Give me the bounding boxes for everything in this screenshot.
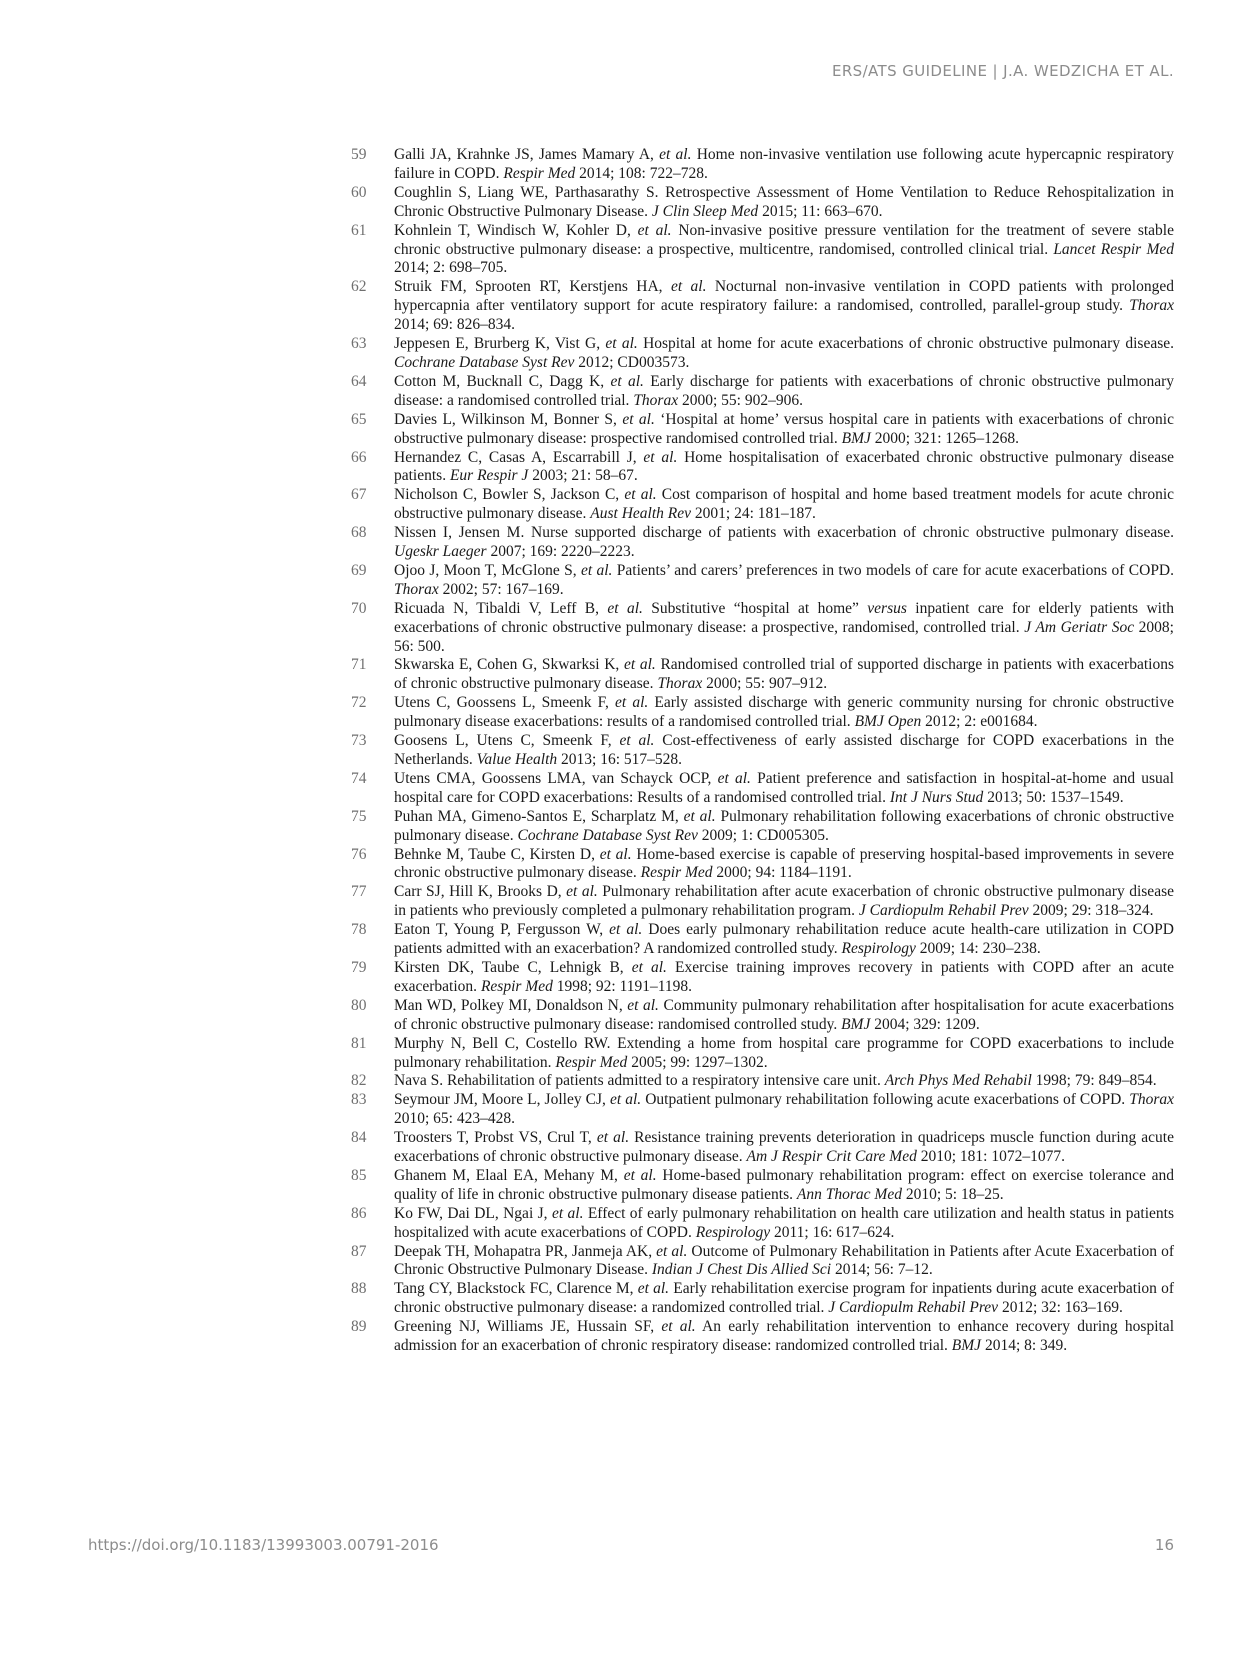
- reference-segment: inpatient care for elderly patients with exacerbations of chronic obstructive pulmonary disease: a prospective, randomised, controlled trial.: [394, 599, 1175, 636]
- reference-segment: Nicholson C, Bowler S, Jackson C,: [394, 486, 625, 504]
- reference-item: [352, 600, 1174, 657]
- reference-italic-segment: Ann Thorac Med: [796, 1185, 902, 1203]
- reference-number: 75: [351, 807, 367, 825]
- reference-item: [352, 1072, 1174, 1091]
- reference-text: [394, 1129, 1174, 1167]
- reference-text: [394, 770, 1174, 808]
- reference-segment: Outpatient pulmonary rehabilitation following acute exacerbations of COPD.: [641, 1091, 1130, 1109]
- reference-segment: 2012; 2: e001684.: [921, 713, 1038, 731]
- reference-segment: Deepak TH, Mohapatra PR, Janmeja AK,: [394, 1242, 657, 1260]
- reference-italic-segment: Thorax: [657, 675, 703, 693]
- reference-segment: 2014; 69: 826–834.: [394, 316, 515, 334]
- reference-number: 61: [351, 221, 367, 239]
- reference-segment: Cost-effectiveness of early assisted discharge for COPD exacerbations in the Netherlands.: [394, 732, 1175, 768]
- reference-item: [352, 278, 1174, 335]
- reference-segment: Davies L, Wilkinson M, Bonner S,: [394, 410, 623, 428]
- reference-segment: Utens C, Goossens L, Smeenk F,: [394, 694, 616, 712]
- reference-segment: Does early pulmonary rehabilitation reduce acute health-care utilization in COPD patients admitted with an exacerbation? A randomized controlled study.: [394, 921, 1174, 958]
- reference-italic-segment: Am J Respir Crit Care Med: [746, 1148, 917, 1166]
- reference-italic-segment: et al.: [637, 1280, 670, 1298]
- reference-item: [352, 1091, 1174, 1129]
- reference-segment: Home-based pulmonary rehabilitation program: effect on exercise tolerance and quality of life in chronic obstructive pulmonary disease patients.: [394, 1166, 1174, 1203]
- reference-text: [394, 694, 1174, 732]
- reference-segment: Nocturnal non-invasive ventilation in COPD patients with prolonged hypercapnia after ventilatory support for acute respiratory failure: a randomised, controlled, parallel-group study.: [394, 278, 1174, 315]
- reference-italic-segment: Respirology: [695, 1223, 771, 1241]
- reference-segment: 2002; 57: 167–169.: [438, 580, 564, 598]
- reference-text: [394, 146, 1174, 184]
- reference-segment: Cost comparison of hospital and home based treatment models for acute chronic obstructive pulmonary disease.: [394, 486, 1175, 523]
- reference-segment: An early rehabilitation intervention to enhance recovery during hospital admission for an exacerbation of chronic respiratory disease: randomized controlled trial.: [394, 1318, 1174, 1355]
- reference-segment: Murphy N, Bell C, Costello RW. Extending a home from hospital care programme for COPD exacerbations to include pulmonary rehabilitation.: [394, 1034, 1174, 1071]
- reference-segment: Troosters T, Probst VS, Crul T,: [394, 1129, 597, 1147]
- reference-segment: Substitutive “hospital at home”: [642, 599, 868, 617]
- reference-text: [394, 997, 1174, 1035]
- reference-segment: Early rehabilitation exercise program for inpatients during acute exacerbation of chronic obstructive pulmonary disease: a randomized controlled trial.: [394, 1280, 1174, 1317]
- reference-item: [352, 1205, 1174, 1243]
- reference-number: 68: [351, 524, 367, 542]
- reference-segment: 2000; 55: 902–906.: [678, 391, 803, 409]
- reference-text: [394, 1167, 1174, 1205]
- reference-segment: Man WD, Polkey MI, Donaldson N,: [394, 996, 628, 1014]
- reference-segment: Hospital at home for acute exacerbations of chronic obstructive pulmonary disease.: [637, 335, 1175, 353]
- reference-number: 69: [351, 561, 367, 579]
- reference-segment: 2014; 108: 722–728.: [575, 164, 708, 182]
- reference-number: 86: [351, 1204, 367, 1222]
- reference-segment: 2010; 5: 18–25.: [901, 1185, 1004, 1203]
- reference-text: [394, 1072, 1174, 1091]
- reference-segment: Randomised controlled trial of supported discharge in patients with exacerbations of chronic obstructive pulmonary disease.: [394, 656, 1174, 693]
- reference-item: [352, 1318, 1174, 1356]
- reference-item: [352, 959, 1174, 997]
- reference-segment: 1998; 79: 849–854.: [1031, 1072, 1157, 1090]
- reference-segment: 2015; 11: 663–670.: [758, 202, 883, 220]
- reference-segment: Kirsten DK, Taube C, Lehnigk B,: [394, 958, 632, 976]
- reference-number: 79: [351, 958, 367, 976]
- reference-number: 77: [351, 883, 367, 901]
- reference-segment: Tang CY, Blackstock FC, Clarence M,: [394, 1280, 638, 1298]
- reference-segment: 2000; 55: 907–912.: [702, 675, 828, 693]
- reference-italic-segment: Indian J Chest Dis Allied Sci: [651, 1261, 832, 1279]
- reference-italic-segment: et al.: [661, 1318, 696, 1336]
- reference-italic-segment: Ugeskr Laeger: [394, 543, 487, 561]
- reference-text: [394, 524, 1174, 562]
- reference-segment: 2010; 181: 1072–1077.: [916, 1148, 1065, 1166]
- reference-number: 62: [351, 278, 367, 296]
- reference-italic-segment: Respir Med: [555, 1053, 628, 1071]
- reference-segment: Outcome of Pulmonary Rehabilitation in Patients after Acute Exacerbation of Chronic Obstructive Pulmonary Disease.: [394, 1242, 1174, 1279]
- reference-segment: Behnke M, Taube C, Kirsten D,: [394, 845, 600, 863]
- reference-item: [352, 656, 1174, 694]
- reference-text: [394, 883, 1174, 921]
- reference-text: [394, 808, 1174, 846]
- reference-segment: Patient preference and satisfaction in hospital-at-home and usual hospital care for COPD exacerbations: Results of a randomised controlled trial.: [394, 769, 1174, 806]
- reference-segment: Effect of early pulmonary rehabilitation on health care utilization and health status in patients hospitalized with acute exacerbations of COPD.: [394, 1204, 1174, 1241]
- reference-text: [394, 732, 1174, 770]
- reference-italic-segment: J Clin Sleep Med: [651, 202, 759, 220]
- reference-segment: 2012; CD003573.: [574, 353, 690, 371]
- reference-segment: Utens CMA, Goossens LMA, van Schayck OCP,: [394, 769, 718, 787]
- reference-italic-segment: Respir Med: [503, 164, 576, 182]
- reference-segment: 2003; 21: 58–67.: [528, 467, 638, 485]
- reference-italic-segment: J Cardiopulm Rehabil Prev: [858, 902, 1029, 920]
- reference-segment: 2014; 2: 698–705.: [394, 259, 508, 277]
- reference-segment: Nissen I, Jensen M. Nurse supported discharge of patients with exacerbation of chronic obstructive pulmonary disease.: [394, 524, 1174, 542]
- reference-segment: 2001; 24: 181–187.: [691, 505, 816, 523]
- reference-item: [352, 1035, 1174, 1073]
- reference-list: [352, 146, 1174, 1356]
- reference-number: 66: [351, 448, 367, 466]
- reference-italic-segment: et al.: [631, 958, 667, 976]
- reference-italic-segment: BMJ: [951, 1337, 982, 1355]
- reference-number: 76: [351, 845, 367, 863]
- reference-italic-segment: et al.: [566, 883, 598, 901]
- reference-segment: Greening NJ, Williams JE, Hussain SF,: [394, 1318, 662, 1336]
- reference-text: [394, 449, 1174, 487]
- reference-italic-segment: et al.: [551, 1204, 584, 1222]
- reference-italic-segment: et al.: [670, 278, 707, 296]
- reference-italic-segment: Arch Phys Med Rehabil: [884, 1072, 1032, 1090]
- reference-number: 88: [351, 1280, 367, 1298]
- reference-italic-segment: et al.: [717, 769, 751, 787]
- reference-text: [394, 486, 1174, 524]
- reference-italic-segment: et al.: [627, 996, 659, 1014]
- reference-segment: 2014; 8: 349.: [981, 1337, 1068, 1355]
- reference-text: [394, 1280, 1174, 1318]
- reference-item: [352, 694, 1174, 732]
- reference-segment: Pulmonary rehabilitation following exacerbations of chronic obstructive pulmonary disease.: [394, 807, 1175, 844]
- reference-segment: Patients’ and carers’ preferences in two models of care for acute exacerbations of COPD.: [612, 561, 1175, 579]
- reference-italic-segment: versus: [867, 599, 907, 617]
- reference-segment: Resistance training prevents deterioration in quadriceps muscle function during acute exacerbations of chronic obstructive pulmonary disease.: [394, 1129, 1174, 1166]
- reference-text: [394, 335, 1174, 373]
- reference-italic-segment: et al.: [659, 146, 692, 163]
- reference-italic-segment: et al.: [615, 694, 649, 712]
- reference-italic-segment: et al.: [623, 1166, 657, 1184]
- reference-item: [352, 146, 1174, 184]
- reference-italic-segment: J Am Geriatr Soc: [1024, 618, 1135, 636]
- reference-item: [352, 184, 1174, 222]
- reference-segment: 2011; 16: 617–624.: [770, 1223, 895, 1241]
- reference-italic-segment: et al.: [609, 921, 643, 939]
- page-number: 16: [1154, 1536, 1174, 1554]
- reference-number: 73: [351, 732, 367, 750]
- reference-item: [352, 732, 1174, 770]
- reference-italic-segment: Lancet Respir Med: [1053, 240, 1174, 258]
- reference-segment: 2009; 14: 230–238.: [915, 940, 1041, 958]
- reference-text: [394, 184, 1174, 222]
- reference-item: [352, 1280, 1174, 1318]
- reference-italic-segment: et al.: [596, 1129, 630, 1147]
- reference-segment: ‘Hospital at home’ versus hospital care in patients with exacerbations of chronic obstructive pulmonary disease: prospective randomised controlled trial.: [394, 410, 1174, 447]
- reference-segment: 2007; 169: 2220–2223.: [486, 543, 635, 561]
- reference-italic-segment: BMJ Open: [854, 713, 922, 731]
- reference-italic-segment: Respirology: [841, 940, 916, 958]
- reference-item: [352, 808, 1174, 846]
- reference-number: 78: [351, 921, 367, 939]
- reference-number: 72: [351, 694, 367, 712]
- reference-item: [352, 997, 1174, 1035]
- reference-text: [394, 278, 1174, 335]
- reference-segment: 2013; 16: 517–528.: [557, 751, 683, 768]
- reference-item: [352, 222, 1174, 279]
- reference-item: [352, 373, 1174, 411]
- reference-segment: Eaton T, Young P, Fergusson W,: [394, 921, 610, 939]
- reference-number: 60: [351, 183, 367, 201]
- reference-italic-segment: et al.: [580, 561, 613, 579]
- reference-item: [352, 1243, 1174, 1281]
- reference-number: 80: [351, 996, 367, 1014]
- reference-italic-segment: Thorax: [633, 391, 679, 409]
- reference-item: [352, 486, 1174, 524]
- reference-number: 83: [351, 1091, 367, 1109]
- reference-text: [394, 846, 1174, 884]
- reference-text: [394, 222, 1174, 279]
- reference-segment: Skwarska E, Cohen G, Skwarksi K,: [394, 656, 624, 674]
- reference-segment: Goosens L, Utens C, Smeenk F,: [394, 732, 620, 750]
- reference-text: [394, 1035, 1174, 1073]
- reference-segment: 2013; 50: 1537–1549.: [983, 788, 1124, 806]
- reference-text: [394, 656, 1174, 694]
- reference-segment: Hernandez C, Casas A, Escarrabill J,: [394, 448, 644, 466]
- reference-italic-segment: Respir Med: [480, 977, 553, 995]
- reference-item: [352, 1167, 1174, 1205]
- reference-italic-segment: et al.: [605, 335, 638, 353]
- reference-segment: Exercise training improves recovery in patients with COPD after an acute exacerbation.: [394, 958, 1174, 995]
- reference-segment: Home hospitalisation of exacerbated chronic obstructive pulmonary disease patients.: [394, 448, 1174, 485]
- running-head: ERS/ATS GUIDELINE | J.A. WEDZICHA ET AL.: [831, 62, 1174, 80]
- reference-italic-segment: BMJ: [841, 1015, 871, 1033]
- reference-text: [394, 1205, 1174, 1243]
- reference-italic-segment: et al.: [637, 221, 672, 239]
- reference-number: 71: [351, 656, 367, 674]
- reference-text: [394, 1091, 1174, 1129]
- reference-item: [352, 1129, 1174, 1167]
- reference-segment: Early discharge for patients with exacerbations of chronic obstructive pulmonary disease: a randomised controlled trial.: [394, 372, 1174, 409]
- reference-italic-segment: Value Health: [476, 751, 558, 768]
- reference-text: [394, 959, 1174, 997]
- reference-number: 70: [351, 599, 367, 617]
- reference-italic-segment: Int J Nurs Stud: [889, 788, 984, 806]
- reference-segment: 2014; 56: 7–12.: [831, 1261, 933, 1279]
- reference-segment: Pulmonary rehabilitation after acute exacerbation of chronic obstructive pulmonary disease in patients who previously completed a pulmonary rehabilitation program.: [394, 883, 1174, 920]
- reference-segment: Kohnlein T, Windisch W, Kohler D,: [394, 221, 638, 239]
- reference-segment: Struik FM, Sprooten RT, Kerstjens HA,: [394, 278, 671, 296]
- reference-italic-segment: et al.: [683, 807, 716, 825]
- reference-text: [394, 373, 1174, 411]
- reference-number: 59: [351, 146, 367, 163]
- reference-segment: 2009; 29: 318–324.: [1028, 902, 1154, 920]
- reference-number: 65: [351, 410, 367, 428]
- reference-segment: Carr SJ, Hill K, Brooks D,: [394, 883, 567, 901]
- reference-segment: Home-based exercise is capable of preserving hospital-based improvements in severe chronic obstructive pulmonary disease.: [394, 845, 1175, 882]
- reference-italic-segment: et al.: [656, 1242, 688, 1260]
- reference-italic-segment: Eur Respir J: [449, 467, 529, 485]
- reference-item: [352, 524, 1174, 562]
- reference-segment: Coughlin S, Liang WE, Parthasarathy S. Retrospective Assessment of Home Ventilation to Reduce Rehospitalization in Chronic Obstructive Pulmonary Disease.: [394, 183, 1174, 220]
- reference-item: [352, 335, 1174, 373]
- reference-italic-segment: et al.: [610, 372, 644, 390]
- reference-italic-segment: Aust Health Rev: [590, 505, 692, 523]
- reference-item: [352, 411, 1174, 449]
- reference-italic-segment: Thorax: [1129, 297, 1174, 315]
- reference-number: 81: [351, 1034, 367, 1052]
- reference-italic-segment: Cochrane Database Syst Rev: [517, 826, 698, 844]
- reference-item: [352, 770, 1174, 808]
- reference-segment: Jeppesen E, Brurberg K, Vist G,: [394, 335, 606, 353]
- reference-italic-segment: et al.: [622, 410, 655, 428]
- reference-text: [394, 411, 1174, 449]
- reference-segment: Non-invasive positive pressure ventilation for the treatment of severe stable chronic obstructive pulmonary disease: a prospective, multicentre, randomised, controlled clinical trial.: [394, 221, 1174, 258]
- reference-italic-segment: et al.: [619, 732, 655, 750]
- reference-italic-segment: Respir Med: [640, 864, 713, 882]
- reference-italic-segment: et al.: [609, 1091, 642, 1109]
- reference-number: 63: [351, 335, 367, 353]
- reference-segment: 2000; 94: 1184–1191.: [712, 864, 852, 882]
- reference-item: [352, 449, 1174, 487]
- reference-segment: 2005; 99: 1297–1302.: [627, 1053, 768, 1071]
- reference-segment: Community pulmonary rehabilitation after hospitalisation for acute exacerbations of chronic obstructive pulmonary disease: randomised controlled study.: [394, 996, 1174, 1033]
- reference-italic-segment: Cochrane Database Syst Rev: [394, 353, 575, 371]
- reference-segment: 2008; 56: 500.: [394, 618, 1174, 655]
- reference-segment: Puhan MA, Gimeno-Santos E, Scharplatz M,: [394, 807, 684, 825]
- reference-number: 87: [351, 1242, 367, 1260]
- reference-text: [394, 1318, 1174, 1356]
- reference-segment: Ko FW, Dai DL, Ngai J,: [394, 1204, 552, 1222]
- reference-number: 84: [351, 1129, 367, 1147]
- reference-italic-segment: J Cardiopulm Rehabil Prev: [828, 1299, 999, 1317]
- reference-number: 89: [351, 1318, 367, 1336]
- reference-item: [352, 921, 1174, 959]
- reference-segment: 2010; 65: 423–428.: [394, 1110, 515, 1128]
- reference-segment: Ricuada N, Tibaldi V, Leff B,: [394, 599, 608, 617]
- reference-italic-segment: et al.: [643, 448, 678, 466]
- reference-text: [394, 562, 1174, 600]
- reference-italic-segment: Thorax: [1129, 1091, 1175, 1109]
- reference-item: [352, 562, 1174, 600]
- reference-segment: Ghanem M, Elaal EA, Mehany M,: [394, 1166, 624, 1184]
- reference-segment: 2009; 1: CD005305.: [697, 826, 829, 844]
- doi-link[interactable]: https://doi.org/10.1183/13993003.00791-2016: [88, 1536, 439, 1554]
- reference-segment: Nava S. Rehabilitation of patients admitted to a respiratory intensive care unit.: [394, 1072, 885, 1090]
- reference-segment: Seymour JM, Moore L, Jolley CJ,: [394, 1091, 610, 1109]
- reference-italic-segment: et al.: [599, 845, 632, 863]
- reference-segment: Early assisted discharge with generic community nursing for chronic obstructive pulmonary disease exacerbations: results of a randomised controlled trial.: [394, 694, 1174, 731]
- reference-number: 82: [351, 1072, 367, 1090]
- reference-italic-segment: et al.: [607, 599, 643, 617]
- reference-item: [352, 846, 1174, 884]
- reference-item: [352, 883, 1174, 921]
- reference-italic-segment: BMJ: [841, 429, 871, 447]
- reference-segment: 2000; 321: 1265–1268.: [870, 429, 1020, 447]
- reference-text: [394, 1243, 1174, 1281]
- reference-italic-segment: et al.: [624, 486, 657, 504]
- reference-segment: Cotton M, Bucknall C, Dagg K,: [394, 372, 611, 390]
- reference-segment: Galli JA, Krahnke JS, James Mamary A,: [394, 146, 660, 163]
- reference-number: 74: [351, 769, 367, 787]
- reference-segment: 2012; 32: 163–169.: [998, 1299, 1123, 1317]
- reference-number: 64: [351, 372, 367, 390]
- reference-text: [394, 921, 1174, 959]
- reference-italic-segment: et al.: [623, 656, 656, 674]
- reference-number: 67: [351, 486, 367, 504]
- reference-segment: 2004; 329: 1209.: [870, 1015, 980, 1033]
- reference-italic-segment: Thorax: [394, 580, 439, 598]
- reference-segment: 1998; 92: 1191–1198.: [552, 977, 693, 995]
- reference-segment: Ojoo J, Moon T, McGlone S,: [394, 561, 581, 579]
- reference-number: 85: [351, 1166, 367, 1184]
- reference-text: [394, 600, 1174, 657]
- reference-segment: Home non-invasive ventilation use following acute hypercapnic respiratory failure in COPD.: [394, 146, 1174, 182]
